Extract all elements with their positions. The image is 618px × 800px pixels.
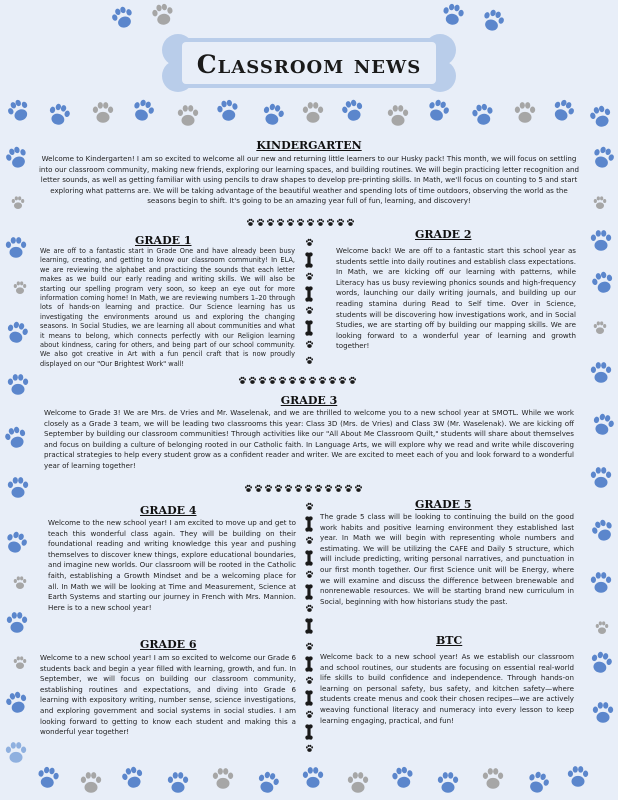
grade1-heading: GRADE 1	[135, 234, 192, 247]
paw-print-icon	[546, 94, 581, 129]
paw-print-icon	[296, 218, 305, 227]
paw-print-icon	[512, 100, 538, 126]
newsletter-title: Classroom news	[196, 50, 422, 79]
paw-print-icon	[286, 218, 295, 227]
dog-bone-icon	[305, 690, 313, 706]
kindergarten-heading: KINDERGARTEN	[256, 139, 362, 152]
paw-print-icon	[305, 536, 314, 545]
paw-divider	[244, 484, 363, 493]
grade6-text: Welcome to a new school year! I am so excited to welcome our Grade 6 students back and begin a year filled with learning, growth, and fun. In September, we will focus on building our classroom community, establishing routines and expectations, and diving into Grade 6 learning with expository writing, number sense, science investigations, and exploring government and social systems in social studies. I am looking forward to getting to know each student and making this a wonderful year together!	[40, 653, 296, 737]
paw-print-icon	[246, 218, 255, 227]
dog-bone-icon	[305, 584, 313, 600]
paw-print-icon	[165, 770, 191, 796]
paw-print-icon	[274, 484, 283, 493]
paw-print-icon	[590, 700, 616, 726]
paw-print-icon	[354, 484, 363, 493]
paw-divider	[246, 218, 355, 227]
paw-print-icon	[585, 101, 617, 133]
paw-print-icon	[276, 218, 285, 227]
grade3-heading: GRADE 3	[280, 394, 338, 407]
paw-print-icon	[284, 484, 293, 493]
paw-print-icon	[421, 94, 454, 127]
dog-bone-icon	[305, 320, 313, 336]
paw-print-icon	[305, 604, 314, 613]
kindergarten-text: Welcome to Kindergarten! I am so excited to welcome all our new and returning little learners to our Husky pack! This month, we will focus on settling into our classroom community, making new friends, exploring our learning spaces, and building routines. We will begin practicing letter recognition and letter sounds, as well as getting familiar with using pencils to draw shapes to develop pre-printing skills. In Math, we'll focus on counting to 5 and start exploring what patterns are. We will be taking advantage of the beautiful weather and spending lots of time outdoors, observing the world as the seasons begin to shift. It's going to be an amazing year full of fun, learning, and discovery!	[38, 154, 580, 206]
paw-print-icon	[268, 376, 277, 385]
paw-print-icon	[304, 484, 313, 493]
paw-print-icon	[305, 744, 314, 753]
paw-print-icon	[318, 376, 327, 385]
dog-bone-icon	[305, 618, 313, 634]
paw-print-icon	[256, 218, 265, 227]
paw-print-icon	[10, 195, 26, 211]
btc-text: Welcome back to a new school year! As we establish our classroom and school routines, our students are focusing on essential real-world life skills to build confidence and independence. Through hands-on learning on personal safety, bus safety, and kitchen safety—where students create menus and cook their chosen recipes—we are actively weaving functional literacy and numeracy into every lesson to keep learning engaging, practical, and fun!	[320, 652, 574, 725]
paw-print-icon	[305, 710, 314, 719]
paw-print-icon	[12, 280, 28, 296]
paw-print-icon	[238, 376, 247, 385]
dog-bone-icon	[305, 550, 313, 566]
paw-print-icon	[305, 340, 314, 349]
paw-print-icon	[244, 484, 253, 493]
paw-print-icon	[33, 763, 63, 793]
paw-print-icon	[336, 218, 345, 227]
paw-print-icon	[300, 100, 326, 126]
paw-print-icon	[344, 484, 353, 493]
paw-print-icon	[210, 766, 236, 792]
paw-print-icon	[305, 502, 314, 511]
paw-print-icon	[264, 484, 273, 493]
paw-print-icon	[305, 306, 314, 315]
paw-print-icon	[298, 376, 307, 385]
paw-print-icon	[126, 94, 159, 127]
paw-print-icon	[305, 238, 314, 247]
paw-print-icon	[480, 766, 506, 792]
paw-print-icon	[305, 676, 314, 685]
paw-print-icon	[435, 770, 461, 796]
grade2-heading: GRADE 2	[415, 228, 472, 241]
paw-print-icon	[306, 218, 315, 227]
paw-print-icon	[592, 195, 608, 211]
paw-print-icon	[305, 642, 314, 651]
grade1-text: We are off to a fantastic start in Grade One and have already been busy learning, creating, and getting to know our classroom community! In ELA, we are reviewing the alphabet and practicing the sounds that each letter makes as we build our early reading and writing skills. We will also be starting our spelling program very soon, so keep an eye out for more information coming home! In Math, we are reviewing numbers 1–20 through lots of hands-on learning and practice. Our Science learning has us investigating the environments around us and exploring the changing seasons. In Social Studies, we are learning all about communities and what it means to belong, which connects perfectly with our Religion learning about kindness, caring for others, and being part of our school community. We also got creative in Art with a fun pencil craft that is now proudly displayed on our "Our Brightest Work" wall!	[40, 247, 295, 368]
paw-print-icon	[305, 570, 314, 579]
dog-bone-icon	[305, 286, 313, 302]
paw-print-icon	[254, 484, 263, 493]
dog-bone-icon	[305, 656, 313, 672]
paw-print-icon	[468, 100, 498, 130]
paw-print-icon	[257, 99, 289, 131]
grade4-text: Welcome to the new school year! I am excited to move up and get to teach this wonderful class again. They will be building on their foundational reading and writing knowledge this year and pushing themselves to discover knew things, explore educational boundaries, and imagine new worlds. Our classroom will be rooted in the Catholic faith, establishing a Growth Mindset and be a welcoming place for all. In Math we will be looking at Time and Measurement, Science at Earth Systems and starting our journey in French with Mrs. Mannion. Here is to a new school year!	[48, 518, 296, 612]
paw-print-icon	[78, 770, 104, 796]
paw-print-icon	[1, 317, 33, 349]
paw-print-icon	[565, 764, 591, 790]
paw-print-icon	[316, 218, 325, 227]
paw-print-icon	[592, 320, 608, 336]
paw-print-icon	[385, 103, 411, 129]
paw-print-icon	[585, 647, 617, 679]
grade2-text: Welcome back! We are off to a fantastic start this school year as students settle into daily routines and establish class expectations. In Math, we are kicking off our learning with patterns, while Literacy has us busy reviewing phonics sounds and high-frequency words, launching our daily writing journals, and building up our reading stamina during Read to Self time. Over in Science, students will be discovering how investigations work, and in Social Studies, we are starting off by building our mapping skills. We are looking forward to a wonderful year of learning and growth together!	[336, 246, 576, 351]
paw-print-icon	[117, 762, 149, 794]
paw-print-icon	[266, 218, 275, 227]
paw-print-icon	[314, 484, 323, 493]
paw-print-icon	[213, 96, 243, 126]
paw-print-icon	[388, 763, 418, 793]
paw-print-icon	[594, 620, 610, 636]
paw-print-icon	[248, 376, 257, 385]
paw-print-icon	[0, 422, 32, 454]
paw-divider	[238, 376, 357, 385]
paw-print-icon	[588, 570, 614, 596]
paw-print-icon	[12, 655, 28, 671]
paw-print-icon	[300, 765, 326, 791]
paw-print-icon	[588, 465, 614, 491]
paw-print-icon	[294, 484, 303, 493]
paw-print-icon	[278, 376, 287, 385]
paw-print-icon	[0, 526, 33, 559]
dog-bone-icon	[305, 252, 313, 268]
paw-print-icon	[438, 0, 468, 30]
paw-print-icon	[588, 360, 614, 386]
grade5-text: The grade 5 class will be looking to continuing the build on the good work habits and positive learning environment they established last year. In Math we will begin with representing whole numbers and estimating. We will be utilizing the CAFE and Daily 5 structure, which will include predicting, writing personal narratives, and punctuation in our first month together. Our first Science unit will be Energy, where we will examine and discuss the difference between brenewable and nonrenewable resources. We will be starting brand new curriculum in Social, beginning with how historians study the past.	[320, 512, 574, 606]
paw-print-icon	[586, 514, 618, 547]
paw-print-icon	[90, 100, 116, 126]
paw-print-icon	[1, 687, 33, 719]
paw-print-icon	[324, 484, 333, 493]
paw-print-icon	[337, 95, 369, 127]
paw-print-icon	[587, 267, 618, 299]
paw-print-icon	[334, 484, 343, 493]
btc-heading: BTC	[436, 634, 463, 647]
paw-print-icon	[12, 575, 28, 591]
paw-print-icon	[3, 235, 29, 261]
grade4-heading: GRADE 4	[140, 504, 197, 517]
paw-print-icon	[175, 103, 201, 129]
paw-print-icon	[346, 218, 355, 227]
paw-print-icon	[305, 356, 314, 365]
paw-print-icon	[587, 409, 618, 441]
paw-print-icon	[476, 4, 509, 37]
grade5-heading: GRADE 5	[415, 498, 472, 511]
paw-print-icon	[328, 376, 337, 385]
paw-print-icon	[2, 94, 37, 129]
dog-bone-icon	[305, 724, 313, 740]
paw-print-icon	[43, 99, 75, 131]
paw-print-icon	[106, 1, 139, 34]
paw-print-icon	[338, 376, 347, 385]
paw-print-icon	[345, 770, 371, 796]
paw-print-icon	[252, 767, 284, 799]
paw-print-icon	[3, 740, 29, 766]
paw-print-icon	[588, 228, 614, 254]
paw-print-icon	[288, 376, 297, 385]
dog-bone-icon	[305, 516, 313, 532]
grade3-text: Welcome to Grade 3! We are Mrs. de Vries and Mr. Waselenak, and we are thrilled to welcome you to a new school year at SMOTL. While we work closely as a Grade 3 team, we will be leading two classrooms this year: Class 3D (Mrs. de Vries) and Class 3W (Mr. Waselenak). We are kicking off September by building our classroom communities! Through activities like our "All About Me Classroom Quilt," students will share about themselves and focus on building a culture of belonging rooted in our Catholic faith. In Language Arts, we will explore why we read and write while discovering practical strategies to help every student grow as a confident reader and writer. We are excited to meet each of you and look forward to a wonderful year of learning together!	[44, 408, 574, 470]
paw-print-icon	[308, 376, 317, 385]
paw-print-icon	[305, 272, 314, 281]
paw-print-icon	[258, 376, 267, 385]
paw-print-icon	[521, 766, 554, 799]
paw-print-icon	[326, 218, 335, 227]
paw-print-icon	[5, 475, 31, 501]
paw-print-icon	[348, 376, 357, 385]
paw-print-icon	[4, 610, 30, 636]
grade6-heading: GRADE 6	[140, 638, 197, 651]
paw-print-icon	[148, 0, 178, 30]
